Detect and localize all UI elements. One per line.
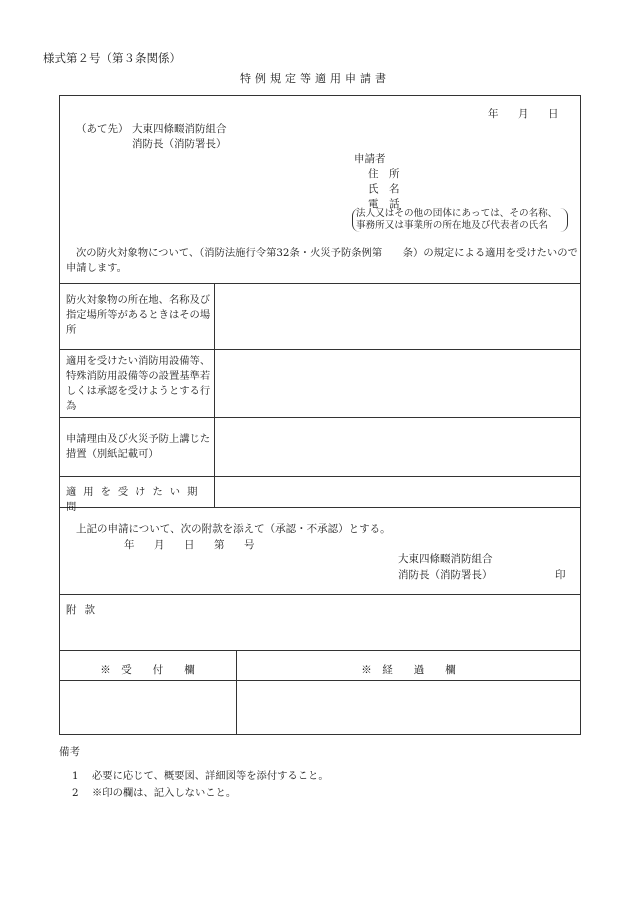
addressee-organization: 大東四條畷消防組合	[132, 123, 227, 135]
divider-header	[59, 283, 581, 284]
divider-row-1	[59, 349, 581, 350]
request-statement: 次の防火対象物について、（消防法施行令第32条・火災予防条例第 条）の規定による適用を受けたいので申請します。	[66, 247, 578, 274]
divider-reception-header	[59, 680, 581, 681]
applicant-address: 住 所	[368, 168, 400, 180]
year-label: 年	[488, 108, 499, 120]
decision-chief: 消防長（消防署長）	[398, 569, 493, 581]
applicant-label: 申請者	[354, 153, 386, 165]
reception-header: ※ 受 付 欄	[100, 664, 195, 676]
applicant-name: 氏 名	[368, 183, 400, 195]
seal-mark: 印	[555, 569, 566, 581]
month-label: 月	[518, 108, 529, 120]
decision-organization: 大東四條畷消防組合	[398, 553, 493, 565]
day-label: 日	[548, 108, 559, 120]
row-label-applicable-equipment: 適用を受けたい消防用設備等、特殊消防用設備等の設置基準若しくは承認を受けようとする行為	[66, 355, 211, 412]
note-text: 必要に応じて、概要図、詳細図等を添付すること。	[92, 770, 329, 782]
document-title: 特例規定等適用申請書	[240, 72, 390, 85]
corporate-note-line-2: 事務所又は事業所の所在地及び代表者の氏名	[356, 220, 548, 231]
addressee-label: （あて先）	[76, 123, 129, 135]
decision-day: 日	[184, 539, 195, 551]
note-item-2	[72, 784, 236, 799]
decision-no-suffix: 号	[244, 539, 255, 551]
row-label-reason-measures: 申請理由及び火災予防上講じた措置（別紙記載可）	[66, 433, 211, 460]
decision-month: 月	[154, 539, 165, 551]
notes-heading: 備考	[59, 746, 80, 758]
divider-row-3	[59, 476, 581, 477]
divider-decision	[59, 594, 581, 595]
decision-no-prefix: 第	[214, 539, 225, 551]
decision-date-number	[124, 537, 274, 552]
progress-header: ※ 経 過 欄	[361, 664, 456, 676]
divider-row-2	[59, 417, 581, 418]
note-number: 1	[72, 770, 79, 782]
decision-year: 年	[124, 539, 135, 551]
decision-statement: 上記の申請について、次の附款を添えて（承認・不承認）とする。	[76, 523, 391, 535]
note-item-1	[72, 767, 329, 782]
label-column-divider	[214, 283, 215, 507]
corporate-note-line-1: 法人又はその他の団体にあっては、その名称、	[356, 208, 558, 219]
conditions-label: 附款	[66, 604, 103, 616]
note-text: ※印の欄は、記入しないこと。	[92, 787, 237, 799]
row-label-period: 適用を受けたい期間	[66, 486, 205, 513]
addressee-chief: 消防長（消防署長）	[132, 138, 227, 150]
divider-conditions	[59, 650, 581, 651]
applicant-corporate-note	[352, 208, 568, 232]
date-line	[488, 106, 578, 121]
form-frame	[59, 95, 581, 735]
form-number: 様式第２号（第３条関係）	[43, 51, 181, 65]
row-label-location: 防火対象物の所在地、名称及び指定場所等があるときはその場所	[66, 294, 211, 336]
note-number: 2	[72, 787, 79, 799]
applicant-phone: 電 話	[368, 198, 400, 210]
addressee	[76, 121, 227, 136]
